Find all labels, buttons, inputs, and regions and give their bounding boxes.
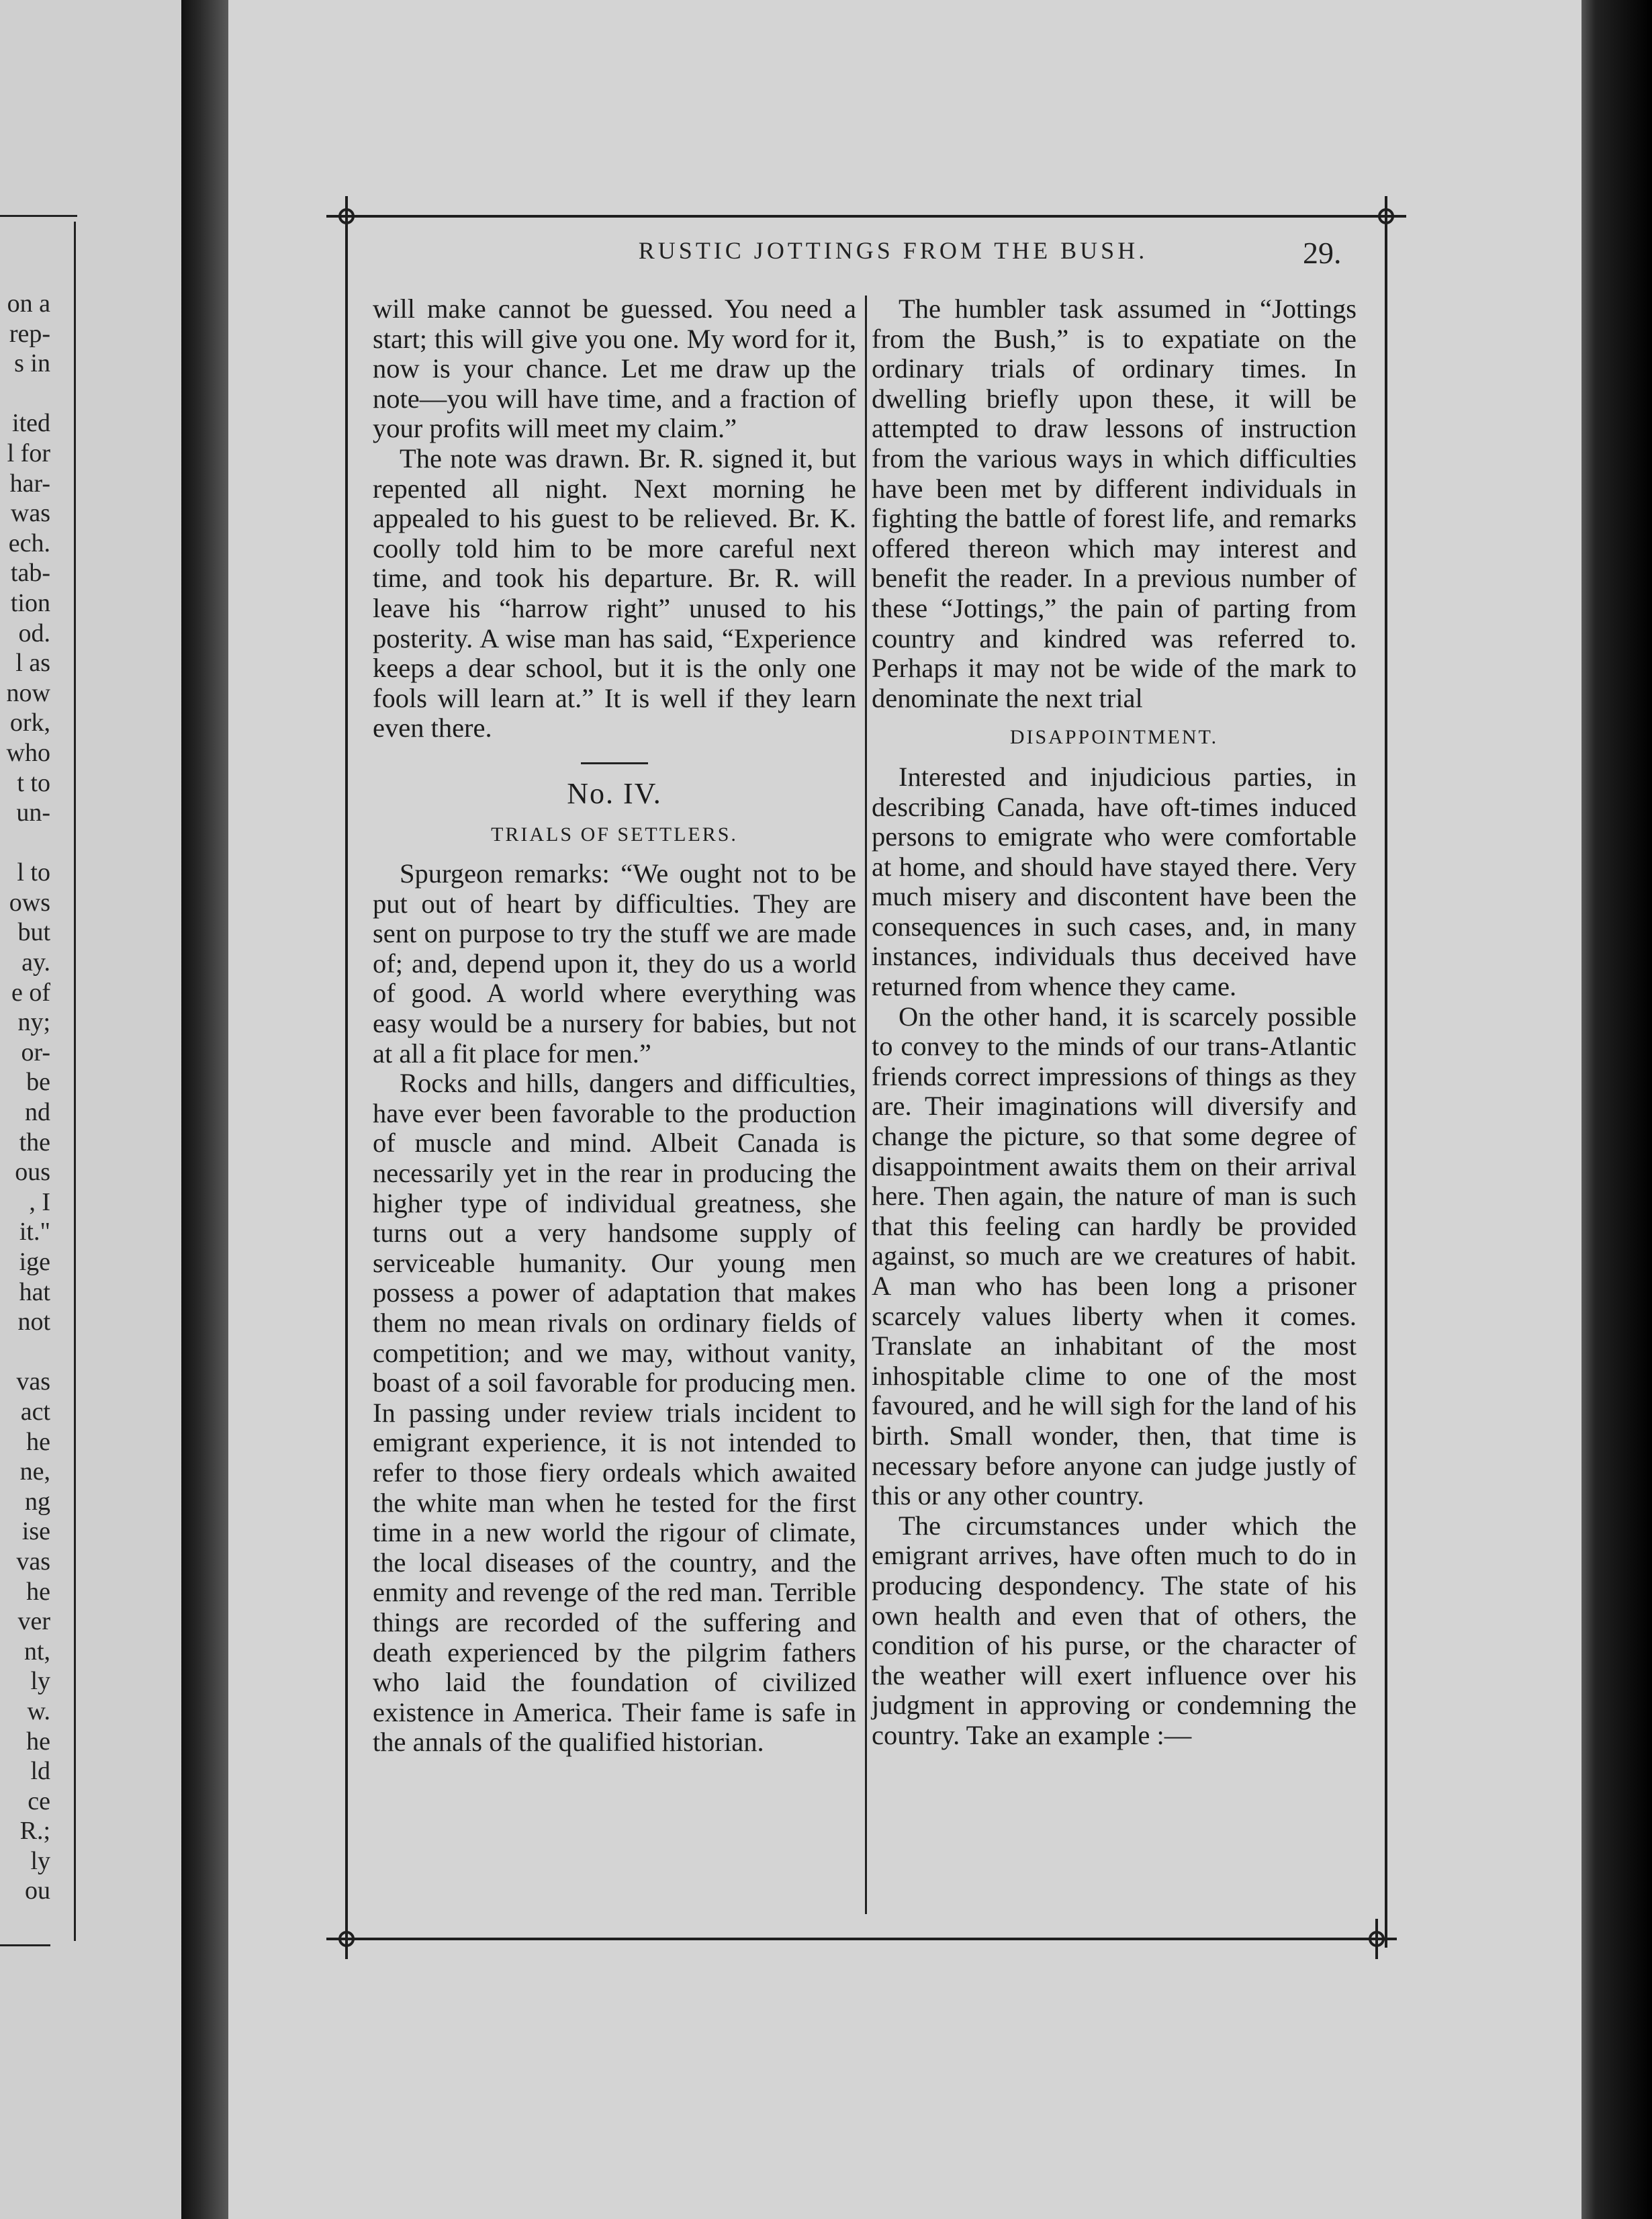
section-title: TRIALS OF SETTLERS. xyxy=(491,823,738,846)
corner-ornament-icon xyxy=(325,195,368,238)
paragraph: will make cannot be guessed. You need a start; this will give you one. My word for it, now is your chance. Let me draw up the note—you will have time, and a fraction of your profits will meet my claim.” xyxy=(373,293,856,444)
paragraph: Rocks and hills, dangers and difficulties, have ever been favorable to the production of muscle and mind. Albeit Canada is necessarily yet in the rear in producing the higher type of individual greatness, she turns out a very handsome supply of serviceable humanity. Our young men possess a power of adaptation that makes them no mean rivals on ordinary fields of competition; and we may, without vanity, boast of a soil favorable for producing men. In passing under review trials incident to emigrant experience, it is not intended to refer to those fiery ordeals which awaited the white man when he tested for the first time in a new world the rigour of climate, the local diseases of the country, and the enmity and revenge of the red man. Terrible things are recorded of the suffering and death experienced by the pilgrim fathers who laid the foundation of civilized existence in America. Their fame is safe in the annals of the qualified historian. xyxy=(373,1068,856,1758)
section-title: DISAPPOINTMENT. xyxy=(1009,726,1219,749)
frame-right-rule xyxy=(1385,201,1387,1948)
right-column xyxy=(872,294,1357,1751)
corner-ornament-icon xyxy=(325,1917,368,1960)
paragraph: Interested and injudicious parties, in describing Canada, have oft-times induced persons to emigrate who were comfortable at home, and should have stayed there. Very much misery and discontent have been the consequences in such cases, and, in many instances, individuals thus deceived have returned from whence they came. xyxy=(872,761,1357,1002)
previous-page-edge xyxy=(0,0,201,2219)
corner-ornament-icon xyxy=(1355,1917,1398,1960)
previous-page-bottom-rule xyxy=(0,1944,50,1946)
previous-page-top-rule xyxy=(0,215,77,217)
page-number: 29. xyxy=(1303,236,1342,270)
paragraph: Spurgeon remarks: “We ought not to be put out of heart by difficulties. They are sent on purpose to try the stuff we are made of; and, depend upon it, they do us a world of good. A world where everything was easy would be a nursery for babies, but not at all a fit place for men.” xyxy=(373,858,856,1069)
book-gutter xyxy=(181,0,228,2219)
frame-bottom-rule xyxy=(336,1938,1380,1940)
frame-left-rule xyxy=(345,201,348,1948)
frame-top-rule xyxy=(336,215,1390,218)
paragraph: The note was drawn. Br. R. signed it, but repented all night. Next morning he appealed to his guest to be relieved. Br. K. coolly told him to be more careful next time, and took his departure. Br. R. will leave his “harrow right” unused to his posterity. A wise man has said, “Experience keeps a dear school, but it is the only one fools will learn at.” It is well if they learn even there. xyxy=(373,443,856,743)
section-divider xyxy=(581,762,648,764)
column-divider xyxy=(865,296,867,1914)
previous-page-text-fragments: on a rep- s in ited l for har- was ech. tab- tion od. l as now ork, who t to un- l to ows but ay. e of ny; or- be nd the ous , I it." ige hat not vas act he ne, ng ise vas he ver nt, ly w. he ld ce R.; ly ou xyxy=(6,289,50,1905)
paragraph: The humbler task assumed in “Jottings from the Bush,” is to expatiate on the ordinary trials of ordinary times. In dwelling briefly upon these, it will be attempted to draw lessons of instruction from the various ways in which difficulties have been met by different individuals in fighting the battle of forest life, and remarks offered thereon which may interest and benefit the reader. In a previous number of these “Jottings,” the pain of parting from country and kindred was referred to. Perhaps it may not be wide of the mark to denominate the next trial xyxy=(872,293,1357,713)
corner-ornament-icon xyxy=(1365,195,1408,238)
paragraph: The circumstances under which the emigrant arrives, have often much to do in producing despondency. The state of his own health and even that of others, the condition of his purse, or the character of the weather will exert influence over his judgment in approving or condemning the country. Take an example :— xyxy=(872,1510,1357,1750)
book-page-edges xyxy=(1581,0,1652,2219)
left-column xyxy=(373,294,856,1758)
previous-page-right-rule xyxy=(74,222,76,1941)
section-number: No. IV. xyxy=(567,776,662,810)
paragraph: On the other hand, it is scarcely possible to convey to the minds of our trans-Atlantic friends correct impressions of things as they are. Their imaginations will diversify and change the picture, so that some degree of disappointment awaits them on their arrival here. Then again, the nature of man is such that this feeling can hardly be provided against, so much are we creatures of habit. A man who has been long a prisoner scarcely values liberty when it comes. Translate an inhabitant of the most inhospitable clime to one of the most favoured, and he will sigh for the land of his birth. Small wonder, then, that time is necessary before anyone can judge justly of this or any other country. xyxy=(872,1001,1357,1511)
running-title: RUSTIC JOTTINGS FROM THE BUSH. xyxy=(638,237,1148,264)
